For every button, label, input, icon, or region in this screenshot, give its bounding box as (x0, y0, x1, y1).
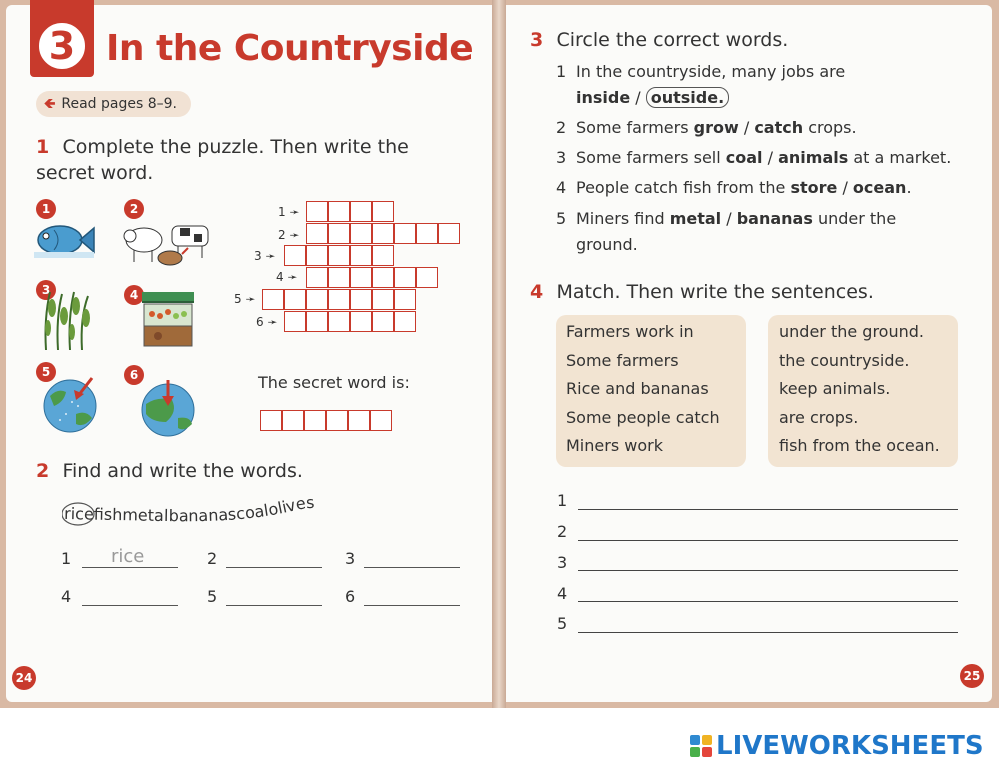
match-left-item[interactable]: Miners work (566, 436, 663, 455)
ex3-item-5 (556, 206, 896, 232)
secret-word-cell[interactable] (348, 410, 370, 431)
item-text: at a market. (848, 148, 952, 167)
crossword-clue: 2 ➛ (278, 228, 300, 242)
sentence-line[interactable] (578, 570, 958, 571)
arrow-left-icon: 🡸 (44, 96, 56, 112)
match-right-item[interactable]: are crops. (779, 408, 859, 427)
match-left-item[interactable]: Some farmers (566, 351, 679, 370)
crossword-cell[interactable] (372, 223, 394, 244)
ex3-item-4 (556, 175, 912, 201)
picture-number: 4 (124, 285, 144, 305)
crossword-cell[interactable] (328, 267, 350, 288)
answer-line[interactable] (364, 605, 460, 606)
globe-ocean-icon (40, 374, 100, 434)
item-number: 1 (556, 62, 567, 81)
exercise-3-number: 3 (530, 29, 544, 51)
item-text: crops. (803, 118, 857, 137)
crossword-cell[interactable] (394, 311, 416, 332)
crossword-cell[interactable] (350, 267, 372, 288)
clue-number: 3 (254, 249, 262, 263)
book-spine (492, 0, 506, 708)
crops-icon (38, 288, 98, 352)
crossword-cell[interactable] (372, 267, 394, 288)
choice-a[interactable]: store (790, 178, 838, 197)
ex3-item-3 (556, 145, 951, 171)
answer-number: 1 (61, 549, 72, 568)
choice-a[interactable]: grow (693, 118, 739, 137)
fish-icon (32, 216, 96, 262)
sentence-line-number: 3 (557, 553, 568, 572)
crossword-cell[interactable] (350, 311, 372, 332)
clue-number: 1 (278, 205, 286, 219)
farm-animals-icon (120, 216, 220, 270)
crossword-clue: 4 ➛ (276, 270, 298, 284)
crossword-cell[interactable] (306, 245, 328, 266)
globe-ground-icon (138, 378, 200, 438)
crossword-cell[interactable] (372, 311, 394, 332)
crossword-cell[interactable] (306, 223, 328, 244)
item-text: under the (812, 209, 897, 228)
word-snake (62, 493, 362, 529)
choice-b[interactable]: animals (778, 148, 849, 167)
sentence-line-number: 1 (557, 491, 568, 510)
clue-number: 4 (276, 270, 284, 284)
picture-number: 3 (36, 280, 56, 300)
match-right-item[interactable]: the countryside. (779, 351, 910, 370)
item-text: Miners find (576, 209, 670, 228)
crossword-cell[interactable] (394, 289, 416, 310)
picture-number: 6 (124, 365, 144, 385)
page-number-right: 25 (960, 664, 984, 688)
match-left-item[interactable]: Farmers work in (566, 322, 694, 341)
clue-number: 6 (256, 315, 264, 329)
crossword-cell[interactable] (350, 289, 372, 310)
choice-a[interactable]: inside (576, 88, 631, 107)
exercise-1-title (36, 134, 436, 186)
answer-line[interactable] (82, 605, 178, 606)
choice-separator: / (721, 209, 737, 228)
crossword-cell[interactable] (350, 201, 372, 222)
exercise-2-text: Find and write the words. (62, 460, 303, 482)
unit-number: 3 (36, 20, 88, 72)
market-icon (138, 288, 198, 352)
item-text: In the countryside, many jobs are (576, 62, 846, 81)
match-left-item[interactable]: Rice and bananas (566, 379, 709, 398)
crossword-cell[interactable] (394, 223, 416, 244)
sentence-line-number: 5 (557, 614, 568, 633)
exercise-4-number: 4 (530, 281, 544, 303)
crossword-cell[interactable] (284, 245, 306, 266)
ex3-item-5-line2: ground. (576, 235, 638, 254)
match-right-item[interactable]: under the ground. (779, 322, 924, 341)
answer-number: 2 (207, 549, 218, 568)
item-text: . (906, 178, 912, 197)
secret-word-label: The secret word is: (258, 373, 410, 392)
picture-number: 1 (36, 199, 56, 219)
exercise-3-title (530, 27, 970, 53)
choice-b[interactable]: catch (754, 118, 804, 137)
exercise-1-text: Complete the puzzle. Then write the secret word. (36, 136, 409, 184)
choice-b[interactable]: ocean (852, 178, 907, 197)
answer-line[interactable] (226, 567, 322, 568)
answer-number: 6 (345, 587, 356, 606)
sentence-line[interactable] (578, 632, 958, 633)
secret-word-cell[interactable] (282, 410, 304, 431)
sentence-line[interactable] (578, 540, 958, 541)
choice-separator: / (837, 178, 853, 197)
crossword-cell[interactable] (372, 201, 394, 222)
secret-word-cell[interactable] (260, 410, 282, 431)
choice-a[interactable]: metal (669, 209, 722, 228)
crossword-cell[interactable] (350, 223, 372, 244)
crossword-cell[interactable] (284, 311, 306, 332)
crossword-cell[interactable] (328, 201, 350, 222)
sentence-line[interactable] (578, 509, 958, 510)
answer-sample: rice (111, 546, 145, 567)
item-number: 5 (556, 209, 567, 228)
word-snake-text: ricefishmetalbananascoalolives (63, 493, 315, 526)
ex3-item-1-choices (576, 85, 729, 111)
picture-number: 2 (124, 199, 144, 219)
answer-line[interactable] (364, 567, 460, 568)
item-text: Some farmers sell (576, 148, 726, 167)
crossword-clue: 3 ➛ (254, 249, 276, 263)
crossword-cell[interactable] (372, 245, 394, 266)
item-number: 4 (556, 178, 567, 197)
crossword-cell[interactable] (328, 311, 350, 332)
answer-number: 4 (61, 587, 72, 606)
sentence-line[interactable] (578, 601, 958, 602)
brand-name: LIVEWORKSHEETS (716, 731, 984, 761)
crossword-clue: 5 ➛ (234, 292, 256, 306)
read-pages-note (36, 91, 191, 117)
clue-number: 2 (278, 228, 286, 242)
answer-number: 3 (345, 549, 356, 568)
choice-b-circled[interactable]: outside. (646, 87, 729, 108)
crossword-cell[interactable] (416, 223, 438, 244)
choice-a[interactable]: coal (725, 148, 763, 167)
crossword-cell[interactable] (328, 223, 350, 244)
answer-line[interactable] (82, 567, 178, 568)
item-text: People catch fish from the (576, 178, 791, 197)
choice-b[interactable]: bananas (736, 209, 813, 228)
crossword-cell[interactable] (394, 267, 416, 288)
choice-separator: / (738, 118, 755, 137)
ex3-item-2 (556, 115, 857, 141)
secret-word-cell[interactable] (304, 410, 326, 431)
exercise-2-number: 2 (36, 460, 50, 482)
read-pages-text: Read pages 8–9. (61, 96, 177, 112)
crossword-cell[interactable] (306, 311, 328, 332)
crossword-cell[interactable] (306, 289, 328, 310)
crossword-cell[interactable] (284, 289, 306, 310)
crossword-cell[interactable] (416, 267, 438, 288)
item-text: Some farmers (576, 118, 694, 137)
match-left-item[interactable]: Some people catch (566, 408, 720, 427)
exercise-3-text: Circle the correct words. (556, 29, 789, 51)
crossword-cell[interactable] (372, 289, 394, 310)
ex3-item-1 (556, 59, 845, 85)
unit-title: In the Countryside (106, 28, 474, 69)
crossword-cell[interactable] (328, 245, 350, 266)
exercise-4-text: Match. Then write the sentences. (556, 281, 874, 303)
sentence-line-number: 2 (557, 522, 568, 541)
crossword-clue: 6 ➛ (256, 315, 278, 329)
crossword-cell[interactable] (306, 267, 328, 288)
crossword-cell[interactable] (328, 289, 350, 310)
match-right-item[interactable]: keep animals. (779, 379, 891, 398)
exercise-2-title (36, 458, 436, 484)
clue-number: 5 (234, 292, 242, 306)
choice-separator: / (630, 88, 646, 107)
crossword-cell[interactable] (306, 201, 328, 222)
crossword-cell[interactable] (262, 289, 284, 310)
crossword-cell[interactable] (350, 245, 372, 266)
secret-word-cell[interactable] (370, 410, 392, 431)
choice-separator: / (762, 148, 779, 167)
secret-word-cell[interactable] (326, 410, 348, 431)
svg-text:ricefishmetalbananascoalolives (64, 493, 315, 525)
item-number: 2 (556, 118, 567, 137)
answer-line[interactable] (226, 605, 322, 606)
logo-grid-icon (690, 735, 712, 757)
exercise-4-title (530, 279, 970, 305)
item-number: 3 (556, 148, 567, 167)
match-right-item[interactable]: fish from the ocean. (779, 436, 940, 455)
page-number-left: 24 (12, 666, 36, 690)
picture-number: 5 (36, 362, 56, 382)
crossword-cell[interactable] (438, 223, 460, 244)
crossword-clue: 1 ➛ (278, 205, 300, 219)
sentence-line-number: 4 (557, 584, 568, 603)
exercise-1-number: 1 (36, 136, 50, 158)
answer-number: 5 (207, 587, 218, 606)
